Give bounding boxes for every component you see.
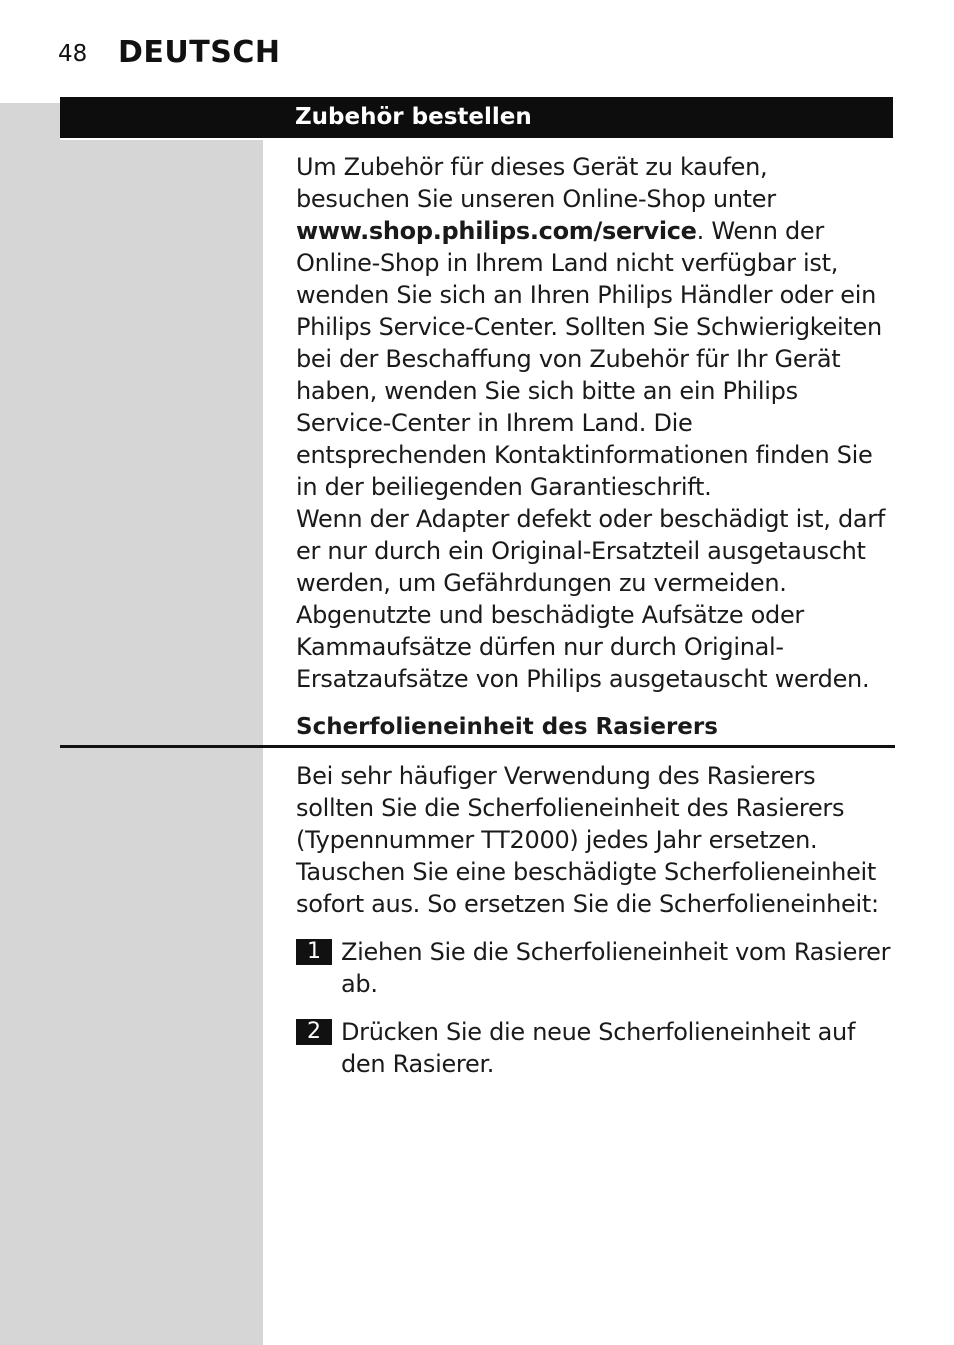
adapter-paragraph: Wenn der Adapter defekt oder beschädigt ist, darf er nur durch ein Original-Ersatzteil ausgetauscht werden, um Gefährdungen zu vermeiden.: [296, 505, 886, 597]
step-text: Ziehen Sie die Scherfolieneinheit vom Rasierer ab.: [341, 938, 891, 998]
left-margin-column: [0, 103, 263, 1345]
section-title-shaving-unit: Scherfolieneinheit des Rasierers: [296, 714, 718, 740]
page-number: 48: [58, 41, 88, 67]
step-number-badge: 1: [296, 939, 332, 965]
section-title-accessories: Zubehör bestellen: [295, 104, 532, 130]
accessories-rest-text: . Wenn der Online-Shop in Ihrem Land nicht verfügbar ist, wenden Sie sich an Ihren Philips Händler oder ein Philips Service-Center. Sollten Sie Schwierigkeiten bei der Beschaffung von Zubehör für Ihr Gerät haben, wenden Sie sich bitte an ein Philips Service-Center in Ihrem Land. Die entsprechenden Kontaktinformationen finden Sie in der beiliegenden Garantieschrift.: [296, 217, 882, 501]
step-number-badge: 2: [296, 1019, 332, 1045]
accessories-paragraph: [296, 151, 888, 503]
attachments-paragraph: Abgenutzte und beschädigte Aufsätze oder Kammaufsätze dürfen nur durch Original-Ersatzaufsätze von Philips ausgetauscht werden.: [296, 601, 870, 693]
language-title: DEUTSCH: [118, 35, 281, 70]
section-header-bar: [60, 97, 893, 140]
shaving-unit-paragraph: Bei sehr häufiger Verwendung des Rasierers sollten Sie die Scherfolieneinheit des Rasierers (Typennummer TT2000) jedes Jahr ersetzen. Tauschen Sie eine beschädigte Scherfolieneinheit sofort aus. So ersetzen Sie die Scherfolieneinheit:: [296, 762, 879, 918]
section-divider: [60, 745, 895, 748]
step-text: Drücken Sie die neue Scherfolieneinheit auf den Rasierer.: [341, 1018, 856, 1078]
shop-url[interactable]: www.shop.philips.com/service: [296, 217, 697, 245]
accessories-intro-text: Um Zubehör für dieses Gerät zu kaufen, besuchen Sie unseren Online-Shop unter: [296, 153, 776, 213]
